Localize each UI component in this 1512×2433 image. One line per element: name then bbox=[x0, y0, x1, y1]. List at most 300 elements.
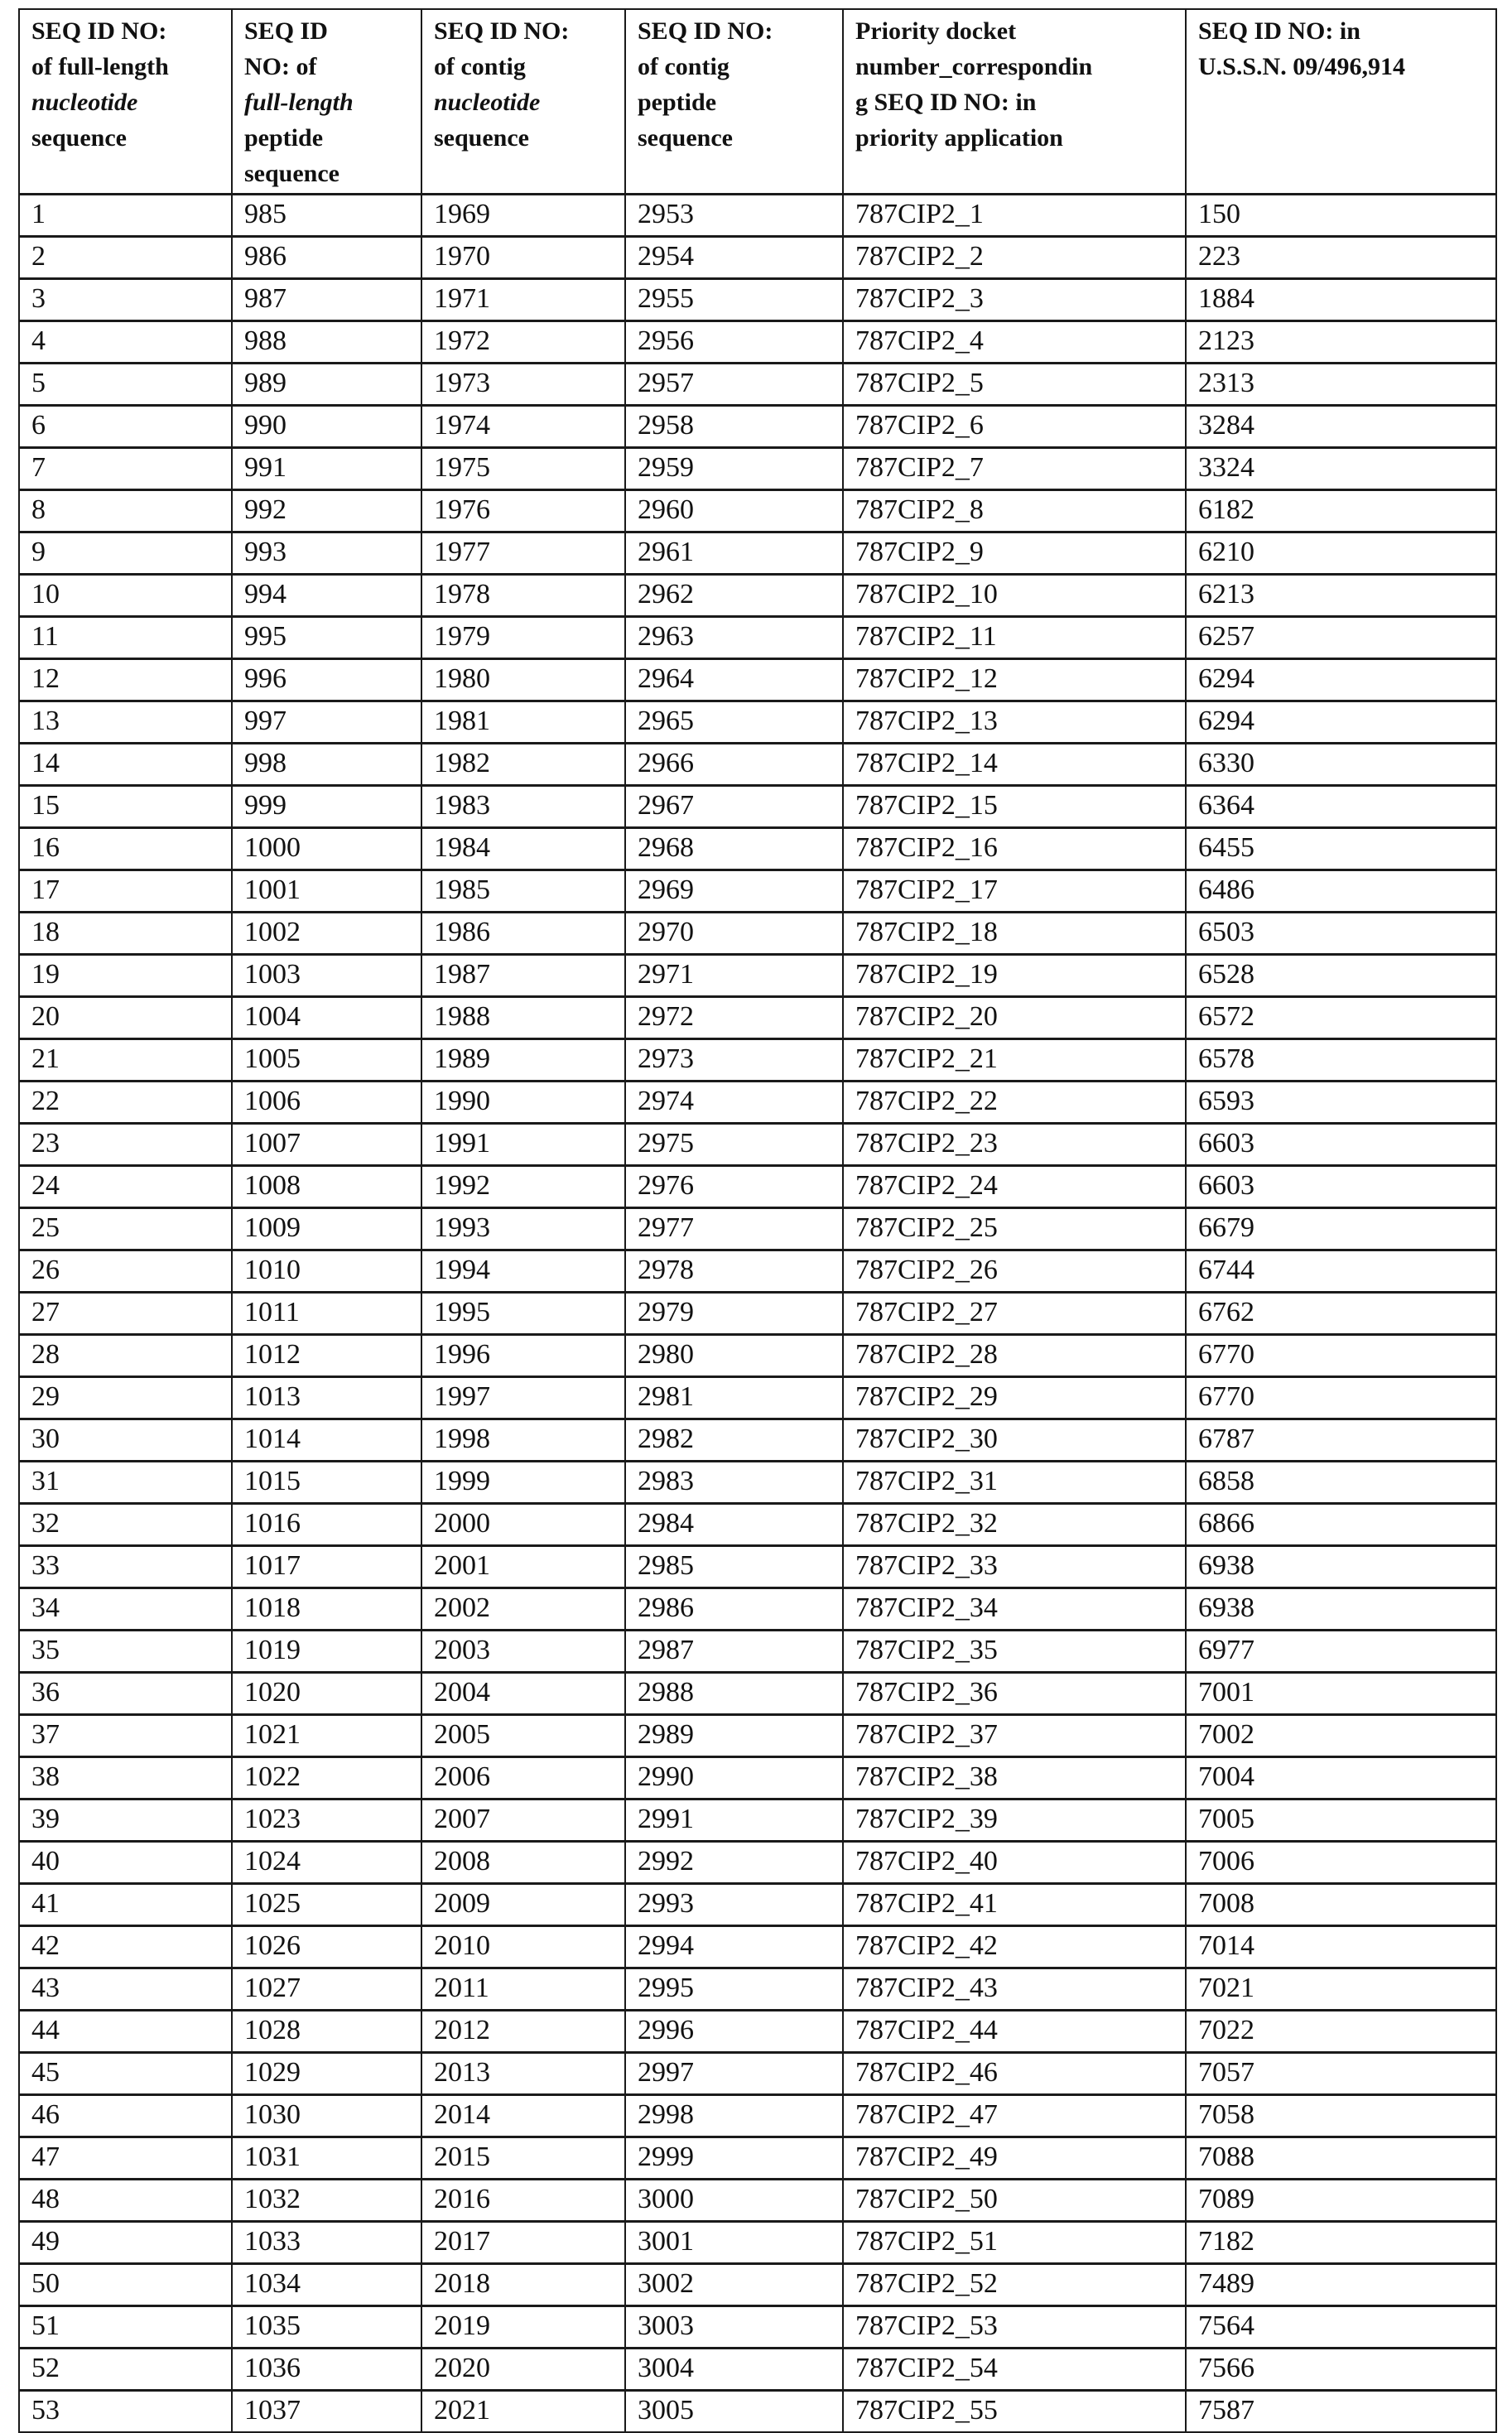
cell-priority-docket: 787CIP2_17 bbox=[843, 870, 1186, 913]
table-row bbox=[19, 617, 1496, 659]
cell-contig-peptide-id: 2977 bbox=[625, 1208, 843, 1250]
table-row bbox=[19, 1208, 1496, 1250]
cell-contig-nucleotide-id: 2005 bbox=[421, 1715, 625, 1757]
cell-contig-nucleotide-id: 2007 bbox=[421, 1799, 625, 1842]
cell-ussn-seq-id: 6213 bbox=[1186, 575, 1496, 617]
cell-contig-nucleotide-id: 2003 bbox=[421, 1631, 625, 1673]
cell-fulllength-nucleotide-id: 46 bbox=[19, 2095, 232, 2137]
cell-priority-docket: 787CIP2_22 bbox=[843, 1082, 1186, 1124]
cell-priority-docket: 787CIP2_12 bbox=[843, 659, 1186, 701]
cell-fulllength-nucleotide-id: 34 bbox=[19, 1588, 232, 1631]
cell-fulllength-peptide-id: 991 bbox=[232, 448, 421, 490]
cell-priority-docket: 787CIP2_40 bbox=[843, 1842, 1186, 1884]
cell-fulllength-peptide-id: 1004 bbox=[232, 997, 421, 1039]
cell-priority-docket: 787CIP2_47 bbox=[843, 2095, 1186, 2137]
cell-fulllength-nucleotide-id: 1 bbox=[19, 195, 232, 237]
table-row bbox=[19, 1631, 1496, 1673]
cell-contig-nucleotide-id: 1990 bbox=[421, 1082, 625, 1124]
table-row bbox=[19, 786, 1496, 828]
cell-priority-docket: 787CIP2_31 bbox=[843, 1462, 1186, 1504]
header-line: of contig bbox=[434, 53, 526, 80]
table-row bbox=[19, 1546, 1496, 1588]
header-line: SEQ ID NO: bbox=[434, 17, 570, 45]
cell-ussn-seq-id: 6330 bbox=[1186, 744, 1496, 786]
cell-priority-docket: 787CIP2_1 bbox=[843, 195, 1186, 237]
cell-fulllength-peptide-id: 1007 bbox=[232, 1124, 421, 1166]
cell-contig-nucleotide-id: 2001 bbox=[421, 1546, 625, 1588]
cell-ussn-seq-id: 7021 bbox=[1186, 1968, 1496, 2011]
table-row bbox=[19, 744, 1496, 786]
cell-priority-docket: 787CIP2_19 bbox=[843, 955, 1186, 997]
cell-contig-nucleotide-id: 2016 bbox=[421, 2180, 625, 2222]
cell-priority-docket: 787CIP2_32 bbox=[843, 1504, 1186, 1546]
cell-fulllength-nucleotide-id: 31 bbox=[19, 1462, 232, 1504]
cell-contig-peptide-id: 2974 bbox=[625, 1082, 843, 1124]
cell-priority-docket: 787CIP2_4 bbox=[843, 321, 1186, 364]
header-line: peptide bbox=[638, 89, 717, 116]
table-row bbox=[19, 321, 1496, 364]
cell-contig-nucleotide-id: 2008 bbox=[421, 1842, 625, 1884]
cell-priority-docket: 787CIP2_10 bbox=[843, 575, 1186, 617]
cell-contig-peptide-id: 2998 bbox=[625, 2095, 843, 2137]
cell-contig-nucleotide-id: 2012 bbox=[421, 2011, 625, 2053]
cell-fulllength-nucleotide-id: 15 bbox=[19, 786, 232, 828]
cell-fulllength-peptide-id: 987 bbox=[232, 279, 421, 321]
cell-contig-nucleotide-id: 1991 bbox=[421, 1124, 625, 1166]
cell-fulllength-nucleotide-id: 16 bbox=[19, 828, 232, 870]
table-row bbox=[19, 1673, 1496, 1715]
cell-priority-docket: 787CIP2_25 bbox=[843, 1208, 1186, 1250]
cell-contig-nucleotide-id: 1984 bbox=[421, 828, 625, 870]
cell-ussn-seq-id: 6603 bbox=[1186, 1124, 1496, 1166]
cell-fulllength-nucleotide-id: 13 bbox=[19, 701, 232, 744]
cell-fulllength-nucleotide-id: 14 bbox=[19, 744, 232, 786]
cell-fulllength-nucleotide-id: 38 bbox=[19, 1757, 232, 1799]
cell-fulllength-peptide-id: 989 bbox=[232, 364, 421, 406]
cell-ussn-seq-id: 6486 bbox=[1186, 870, 1496, 913]
cell-fulllength-peptide-id: 1001 bbox=[232, 870, 421, 913]
cell-contig-nucleotide-id: 1996 bbox=[421, 1335, 625, 1377]
table-body bbox=[19, 195, 1496, 2433]
table-row bbox=[19, 1968, 1496, 2011]
table-row bbox=[19, 1377, 1496, 1419]
cell-fulllength-peptide-id: 994 bbox=[232, 575, 421, 617]
cell-fulllength-nucleotide-id: 44 bbox=[19, 2011, 232, 2053]
cell-fulllength-peptide-id: 1002 bbox=[232, 913, 421, 955]
cell-ussn-seq-id: 7182 bbox=[1186, 2222, 1496, 2264]
table-row bbox=[19, 1757, 1496, 1799]
cell-ussn-seq-id: 7005 bbox=[1186, 1799, 1496, 1842]
cell-contig-peptide-id: 2991 bbox=[625, 1799, 843, 1842]
header-priority-docket bbox=[843, 9, 1186, 195]
header-line: sequence bbox=[638, 124, 733, 152]
cell-fulllength-peptide-id: 1027 bbox=[232, 1968, 421, 2011]
table-row bbox=[19, 406, 1496, 448]
cell-priority-docket: 787CIP2_41 bbox=[843, 1884, 1186, 1926]
cell-fulllength-peptide-id: 996 bbox=[232, 659, 421, 701]
cell-fulllength-nucleotide-id: 30 bbox=[19, 1419, 232, 1462]
cell-ussn-seq-id: 2313 bbox=[1186, 364, 1496, 406]
header-line: sequence bbox=[31, 124, 127, 152]
cell-fulllength-nucleotide-id: 52 bbox=[19, 2349, 232, 2391]
cell-fulllength-peptide-id: 1005 bbox=[232, 1039, 421, 1082]
cell-contig-peptide-id: 2967 bbox=[625, 786, 843, 828]
cell-contig-nucleotide-id: 1973 bbox=[421, 364, 625, 406]
cell-fulllength-peptide-id: 1013 bbox=[232, 1377, 421, 1419]
cell-fulllength-nucleotide-id: 51 bbox=[19, 2306, 232, 2349]
header-contig-peptide bbox=[625, 9, 843, 195]
cell-fulllength-nucleotide-id: 12 bbox=[19, 659, 232, 701]
cell-fulllength-peptide-id: 1008 bbox=[232, 1166, 421, 1208]
cell-ussn-seq-id: 7587 bbox=[1186, 2391, 1496, 2433]
cell-fulllength-nucleotide-id: 23 bbox=[19, 1124, 232, 1166]
table-row bbox=[19, 1335, 1496, 1377]
cell-fulllength-peptide-id: 1010 bbox=[232, 1250, 421, 1293]
cell-contig-peptide-id: 3000 bbox=[625, 2180, 843, 2222]
cell-fulllength-nucleotide-id: 36 bbox=[19, 1673, 232, 1715]
cell-contig-nucleotide-id: 1994 bbox=[421, 1250, 625, 1293]
cell-fulllength-peptide-id: 1023 bbox=[232, 1799, 421, 1842]
table-row bbox=[19, 448, 1496, 490]
cell-fulllength-peptide-id: 1000 bbox=[232, 828, 421, 870]
cell-contig-nucleotide-id: 1999 bbox=[421, 1462, 625, 1504]
header-contig-nucleotide bbox=[421, 9, 625, 195]
cell-priority-docket: 787CIP2_23 bbox=[843, 1124, 1186, 1166]
cell-fulllength-nucleotide-id: 39 bbox=[19, 1799, 232, 1842]
cell-fulllength-nucleotide-id: 42 bbox=[19, 1926, 232, 1968]
cell-priority-docket: 787CIP2_44 bbox=[843, 2011, 1186, 2053]
cell-ussn-seq-id: 6578 bbox=[1186, 1039, 1496, 1082]
cell-fulllength-peptide-id: 1031 bbox=[232, 2137, 421, 2180]
cell-contig-peptide-id: 2954 bbox=[625, 237, 843, 279]
cell-fulllength-peptide-id: 1015 bbox=[232, 1462, 421, 1504]
header-line: number_correspondin bbox=[855, 53, 1093, 80]
cell-contig-peptide-id: 2996 bbox=[625, 2011, 843, 2053]
cell-ussn-seq-id: 6770 bbox=[1186, 1335, 1496, 1377]
table-row bbox=[19, 1124, 1496, 1166]
cell-contig-nucleotide-id: 1977 bbox=[421, 532, 625, 575]
cell-contig-nucleotide-id: 2006 bbox=[421, 1757, 625, 1799]
cell-contig-peptide-id: 2972 bbox=[625, 997, 843, 1039]
table-row bbox=[19, 1419, 1496, 1462]
cell-contig-nucleotide-id: 2009 bbox=[421, 1884, 625, 1926]
table-row bbox=[19, 237, 1496, 279]
cell-contig-nucleotide-id: 2002 bbox=[421, 1588, 625, 1631]
cell-fulllength-peptide-id: 1025 bbox=[232, 1884, 421, 1926]
cell-priority-docket: 787CIP2_21 bbox=[843, 1039, 1186, 1082]
table-row bbox=[19, 1250, 1496, 1293]
cell-fulllength-nucleotide-id: 25 bbox=[19, 1208, 232, 1250]
cell-priority-docket: 787CIP2_16 bbox=[843, 828, 1186, 870]
cell-fulllength-peptide-id: 1019 bbox=[232, 1631, 421, 1673]
cell-fulllength-peptide-id: 1016 bbox=[232, 1504, 421, 1546]
cell-fulllength-peptide-id: 1026 bbox=[232, 1926, 421, 1968]
cell-priority-docket: 787CIP2_8 bbox=[843, 490, 1186, 532]
cell-fulllength-peptide-id: 1014 bbox=[232, 1419, 421, 1462]
cell-ussn-seq-id: 7022 bbox=[1186, 2011, 1496, 2053]
header-line: sequence bbox=[244, 160, 339, 187]
cell-priority-docket: 787CIP2_13 bbox=[843, 701, 1186, 744]
cell-contig-nucleotide-id: 2017 bbox=[421, 2222, 625, 2264]
cell-fulllength-peptide-id: 995 bbox=[232, 617, 421, 659]
cell-ussn-seq-id: 7002 bbox=[1186, 1715, 1496, 1757]
cell-fulllength-peptide-id: 1020 bbox=[232, 1673, 421, 1715]
cell-contig-peptide-id: 2969 bbox=[625, 870, 843, 913]
table-row bbox=[19, 195, 1496, 237]
header-line: peptide bbox=[244, 124, 324, 152]
cell-contig-nucleotide-id: 2011 bbox=[421, 1968, 625, 2011]
cell-ussn-seq-id: 7001 bbox=[1186, 1673, 1496, 1715]
header-line: nucleotide bbox=[434, 89, 541, 116]
cell-contig-nucleotide-id: 2014 bbox=[421, 2095, 625, 2137]
cell-priority-docket: 787CIP2_5 bbox=[843, 364, 1186, 406]
cell-contig-peptide-id: 2994 bbox=[625, 1926, 843, 1968]
header-ussn-seq-id bbox=[1186, 9, 1496, 195]
header-line: U.S.S.N. 09/496,914 bbox=[1198, 53, 1406, 80]
table-row bbox=[19, 1293, 1496, 1335]
cell-fulllength-nucleotide-id: 24 bbox=[19, 1166, 232, 1208]
cell-priority-docket: 787CIP2_2 bbox=[843, 237, 1186, 279]
sequence-id-table bbox=[18, 8, 1497, 2433]
cell-contig-peptide-id: 2986 bbox=[625, 1588, 843, 1631]
cell-ussn-seq-id: 6294 bbox=[1186, 659, 1496, 701]
cell-contig-peptide-id: 2964 bbox=[625, 659, 843, 701]
cell-priority-docket: 787CIP2_52 bbox=[843, 2264, 1186, 2306]
cell-priority-docket: 787CIP2_35 bbox=[843, 1631, 1186, 1673]
cell-priority-docket: 787CIP2_18 bbox=[843, 913, 1186, 955]
cell-contig-peptide-id: 2988 bbox=[625, 1673, 843, 1715]
cell-fulllength-peptide-id: 1003 bbox=[232, 955, 421, 997]
cell-contig-peptide-id: 2959 bbox=[625, 448, 843, 490]
cell-fulllength-peptide-id: 997 bbox=[232, 701, 421, 744]
cell-contig-nucleotide-id: 1969 bbox=[421, 195, 625, 237]
cell-contig-peptide-id: 2970 bbox=[625, 913, 843, 955]
cell-contig-nucleotide-id: 1981 bbox=[421, 701, 625, 744]
cell-fulllength-nucleotide-id: 3 bbox=[19, 279, 232, 321]
cell-priority-docket: 787CIP2_29 bbox=[843, 1377, 1186, 1419]
table-row bbox=[19, 279, 1496, 321]
cell-fulllength-peptide-id: 990 bbox=[232, 406, 421, 448]
cell-contig-nucleotide-id: 1970 bbox=[421, 237, 625, 279]
cell-priority-docket: 787CIP2_9 bbox=[843, 532, 1186, 575]
table-row bbox=[19, 364, 1496, 406]
cell-priority-docket: 787CIP2_30 bbox=[843, 1419, 1186, 1462]
cell-fulllength-peptide-id: 1009 bbox=[232, 1208, 421, 1250]
cell-contig-peptide-id: 3003 bbox=[625, 2306, 843, 2349]
cell-ussn-seq-id: 7006 bbox=[1186, 1842, 1496, 1884]
cell-contig-nucleotide-id: 1982 bbox=[421, 744, 625, 786]
table-row bbox=[19, 2011, 1496, 2053]
cell-fulllength-nucleotide-id: 21 bbox=[19, 1039, 232, 1082]
cell-contig-peptide-id: 3002 bbox=[625, 2264, 843, 2306]
cell-contig-peptide-id: 2992 bbox=[625, 1842, 843, 1884]
cell-fulllength-peptide-id: 993 bbox=[232, 532, 421, 575]
cell-fulllength-peptide-id: 1011 bbox=[232, 1293, 421, 1335]
header-line: NO: of bbox=[244, 53, 317, 80]
cell-priority-docket: 787CIP2_55 bbox=[843, 2391, 1186, 2433]
cell-fulllength-nucleotide-id: 37 bbox=[19, 1715, 232, 1757]
cell-ussn-seq-id: 223 bbox=[1186, 237, 1496, 279]
cell-contig-peptide-id: 2979 bbox=[625, 1293, 843, 1335]
cell-fulllength-peptide-id: 986 bbox=[232, 237, 421, 279]
cell-priority-docket: 787CIP2_37 bbox=[843, 1715, 1186, 1757]
cell-contig-peptide-id: 2953 bbox=[625, 195, 843, 237]
header-fulllength-peptide bbox=[232, 9, 421, 195]
cell-contig-nucleotide-id: 1988 bbox=[421, 997, 625, 1039]
cell-contig-peptide-id: 2976 bbox=[625, 1166, 843, 1208]
cell-priority-docket: 787CIP2_27 bbox=[843, 1293, 1186, 1335]
cell-contig-nucleotide-id: 2010 bbox=[421, 1926, 625, 1968]
table-row bbox=[19, 2391, 1496, 2433]
cell-ussn-seq-id: 6762 bbox=[1186, 1293, 1496, 1335]
cell-fulllength-nucleotide-id: 43 bbox=[19, 1968, 232, 2011]
header-fulllength-nucleotide bbox=[19, 9, 232, 195]
cell-fulllength-nucleotide-id: 4 bbox=[19, 321, 232, 364]
table-row bbox=[19, 1166, 1496, 1208]
table-row bbox=[19, 997, 1496, 1039]
cell-contig-peptide-id: 2989 bbox=[625, 1715, 843, 1757]
cell-ussn-seq-id: 6770 bbox=[1186, 1377, 1496, 1419]
cell-fulllength-nucleotide-id: 20 bbox=[19, 997, 232, 1039]
table-row bbox=[19, 1715, 1496, 1757]
header-line: SEQ ID NO: bbox=[638, 17, 773, 45]
cell-ussn-seq-id: 6938 bbox=[1186, 1588, 1496, 1631]
table-row bbox=[19, 532, 1496, 575]
cell-fulllength-nucleotide-id: 10 bbox=[19, 575, 232, 617]
cell-contig-nucleotide-id: 1971 bbox=[421, 279, 625, 321]
cell-priority-docket: 787CIP2_33 bbox=[843, 1546, 1186, 1588]
cell-ussn-seq-id: 7058 bbox=[1186, 2095, 1496, 2137]
cell-contig-nucleotide-id: 1983 bbox=[421, 786, 625, 828]
cell-ussn-seq-id: 6603 bbox=[1186, 1166, 1496, 1208]
cell-ussn-seq-id: 3284 bbox=[1186, 406, 1496, 448]
cell-contig-nucleotide-id: 2015 bbox=[421, 2137, 625, 2180]
table-row bbox=[19, 828, 1496, 870]
cell-fulllength-nucleotide-id: 49 bbox=[19, 2222, 232, 2264]
cell-contig-peptide-id: 2963 bbox=[625, 617, 843, 659]
cell-contig-nucleotide-id: 2013 bbox=[421, 2053, 625, 2095]
cell-priority-docket: 787CIP2_50 bbox=[843, 2180, 1186, 2222]
table-row bbox=[19, 2264, 1496, 2306]
header-line: of full-length bbox=[31, 53, 169, 80]
cell-contig-nucleotide-id: 1974 bbox=[421, 406, 625, 448]
cell-fulllength-nucleotide-id: 26 bbox=[19, 1250, 232, 1293]
cell-fulllength-nucleotide-id: 22 bbox=[19, 1082, 232, 1124]
header-line: full-length bbox=[244, 89, 354, 116]
table-row bbox=[19, 659, 1496, 701]
cell-priority-docket: 787CIP2_53 bbox=[843, 2306, 1186, 2349]
cell-fulllength-peptide-id: 1017 bbox=[232, 1546, 421, 1588]
cell-priority-docket: 787CIP2_38 bbox=[843, 1757, 1186, 1799]
cell-contig-nucleotide-id: 1985 bbox=[421, 870, 625, 913]
cell-fulllength-peptide-id: 1022 bbox=[232, 1757, 421, 1799]
cell-ussn-seq-id: 6858 bbox=[1186, 1462, 1496, 1504]
table-row bbox=[19, 2137, 1496, 2180]
cell-fulllength-peptide-id: 1028 bbox=[232, 2011, 421, 2053]
cell-contig-peptide-id: 2960 bbox=[625, 490, 843, 532]
cell-ussn-seq-id: 2123 bbox=[1186, 321, 1496, 364]
cell-fulllength-nucleotide-id: 18 bbox=[19, 913, 232, 955]
cell-contig-nucleotide-id: 1979 bbox=[421, 617, 625, 659]
cell-contig-nucleotide-id: 1986 bbox=[421, 913, 625, 955]
cell-fulllength-nucleotide-id: 27 bbox=[19, 1293, 232, 1335]
cell-contig-peptide-id: 2993 bbox=[625, 1884, 843, 1926]
header-line: SEQ ID NO: in bbox=[1198, 17, 1360, 45]
cell-ussn-seq-id: 7088 bbox=[1186, 2137, 1496, 2180]
table-row bbox=[19, 1884, 1496, 1926]
cell-contig-peptide-id: 2990 bbox=[625, 1757, 843, 1799]
table-row bbox=[19, 1082, 1496, 1124]
table-row bbox=[19, 701, 1496, 744]
cell-contig-peptide-id: 2966 bbox=[625, 744, 843, 786]
table-row bbox=[19, 2349, 1496, 2391]
cell-contig-peptide-id: 2961 bbox=[625, 532, 843, 575]
cell-fulllength-peptide-id: 1034 bbox=[232, 2264, 421, 2306]
cell-priority-docket: 787CIP2_42 bbox=[843, 1926, 1186, 1968]
table-row bbox=[19, 2053, 1496, 2095]
cell-fulllength-peptide-id: 1033 bbox=[232, 2222, 421, 2264]
cell-priority-docket: 787CIP2_3 bbox=[843, 279, 1186, 321]
cell-fulllength-nucleotide-id: 8 bbox=[19, 490, 232, 532]
cell-ussn-seq-id: 6455 bbox=[1186, 828, 1496, 870]
cell-ussn-seq-id: 150 bbox=[1186, 195, 1496, 237]
cell-ussn-seq-id: 7008 bbox=[1186, 1884, 1496, 1926]
cell-contig-nucleotide-id: 2021 bbox=[421, 2391, 625, 2433]
cell-contig-peptide-id: 2987 bbox=[625, 1631, 843, 1673]
header-line: g SEQ ID NO: in bbox=[855, 89, 1037, 116]
cell-priority-docket: 787CIP2_20 bbox=[843, 997, 1186, 1039]
cell-fulllength-peptide-id: 1024 bbox=[232, 1842, 421, 1884]
cell-fulllength-peptide-id: 1030 bbox=[232, 2095, 421, 2137]
table-row bbox=[19, 490, 1496, 532]
cell-contig-peptide-id: 2973 bbox=[625, 1039, 843, 1082]
table-row bbox=[19, 1926, 1496, 1968]
cell-ussn-seq-id: 6503 bbox=[1186, 913, 1496, 955]
cell-fulllength-peptide-id: 1029 bbox=[232, 2053, 421, 2095]
cell-contig-peptide-id: 2971 bbox=[625, 955, 843, 997]
cell-contig-nucleotide-id: 1980 bbox=[421, 659, 625, 701]
table-row bbox=[19, 955, 1496, 997]
cell-priority-docket: 787CIP2_11 bbox=[843, 617, 1186, 659]
table-row bbox=[19, 870, 1496, 913]
cell-contig-peptide-id: 2975 bbox=[625, 1124, 843, 1166]
cell-ussn-seq-id: 6528 bbox=[1186, 955, 1496, 997]
cell-ussn-seq-id: 7489 bbox=[1186, 2264, 1496, 2306]
cell-ussn-seq-id: 6679 bbox=[1186, 1208, 1496, 1250]
cell-priority-docket: 787CIP2_28 bbox=[843, 1335, 1186, 1377]
cell-ussn-seq-id: 6257 bbox=[1186, 617, 1496, 659]
cell-priority-docket: 787CIP2_43 bbox=[843, 1968, 1186, 2011]
cell-fulllength-peptide-id: 1006 bbox=[232, 1082, 421, 1124]
cell-contig-peptide-id: 2978 bbox=[625, 1250, 843, 1293]
cell-contig-peptide-id: 2980 bbox=[625, 1335, 843, 1377]
cell-contig-nucleotide-id: 2018 bbox=[421, 2264, 625, 2306]
cell-ussn-seq-id: 7057 bbox=[1186, 2053, 1496, 2095]
cell-priority-docket: 787CIP2_15 bbox=[843, 786, 1186, 828]
cell-fulllength-peptide-id: 1035 bbox=[232, 2306, 421, 2349]
cell-fulllength-peptide-id: 1012 bbox=[232, 1335, 421, 1377]
table-row bbox=[19, 575, 1496, 617]
table-row bbox=[19, 913, 1496, 955]
header-line: of contig bbox=[638, 53, 730, 80]
cell-contig-nucleotide-id: 1995 bbox=[421, 1293, 625, 1335]
cell-contig-nucleotide-id: 1987 bbox=[421, 955, 625, 997]
cell-contig-nucleotide-id: 1976 bbox=[421, 490, 625, 532]
cell-ussn-seq-id: 6866 bbox=[1186, 1504, 1496, 1546]
cell-priority-docket: 787CIP2_36 bbox=[843, 1673, 1186, 1715]
cell-contig-peptide-id: 2962 bbox=[625, 575, 843, 617]
cell-fulllength-peptide-id: 998 bbox=[232, 744, 421, 786]
